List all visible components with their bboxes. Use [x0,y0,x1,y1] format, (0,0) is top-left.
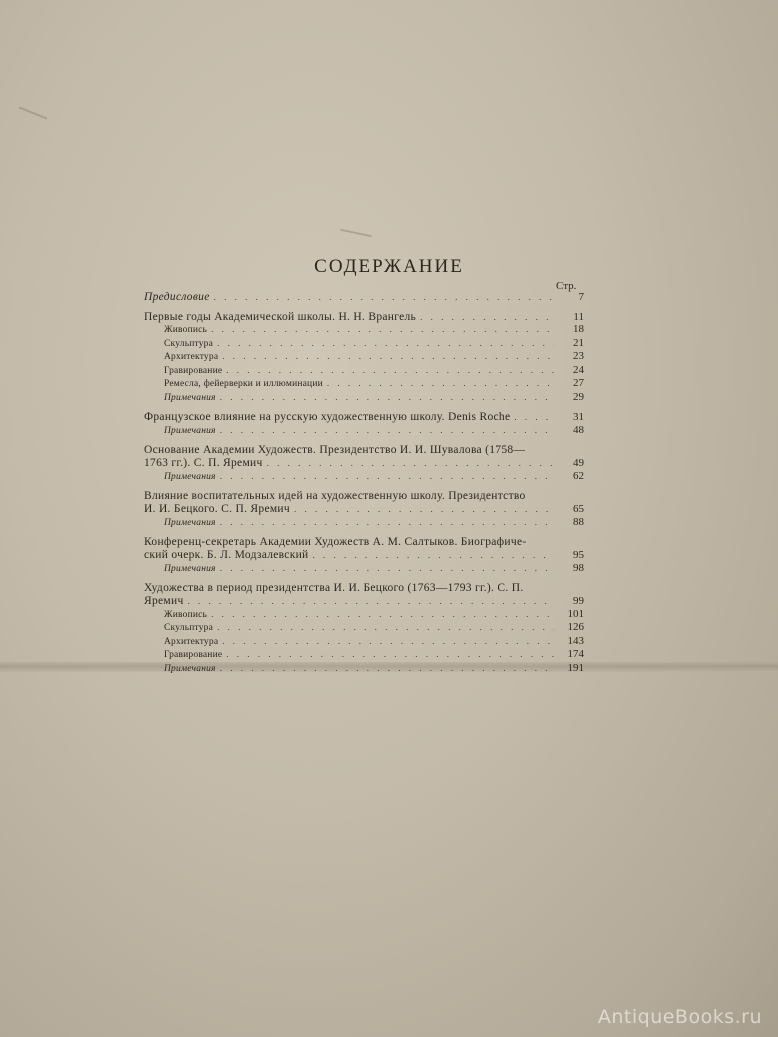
dot-leader [217,337,554,350]
toc-subentry [144,364,584,378]
toc-subentry [144,621,584,635]
toc-subentry-title: Живопись [164,609,208,620]
dot-leader [420,311,554,324]
toc-subentry-title: Ремесла, фейерверки и иллюминации [164,379,323,389]
toc-entry-title-line1: Художества в период президентства И. И. Бецкого (1763—1793 гг.). С. П. [144,582,524,594]
toc-subentry [144,323,584,337]
toc-subentry-title: Гравирование [164,650,223,660]
dot-leader [514,411,554,424]
toc-subentry [144,377,584,391]
toc-entry-page: 21 [573,336,584,349]
dot-leader [220,562,554,575]
toc-notes-entry [144,470,584,484]
toc-entry-title-line1: Основание Академии Художеств. Президентство И. И. Шувалова (1758— [144,444,526,456]
toc-entry [144,549,584,562]
toc-subentry-title: Гравирование [164,365,223,376]
toc-entry-page: 101 [567,607,584,620]
dot-leader [226,648,554,661]
dot-leader [214,291,554,304]
dot-leader [313,549,554,562]
toc-subentry-title: Архитектура [164,352,219,362]
toc-subentry-title: Примечания [164,663,216,674]
toc-entry-title-line2: ский очерк. Б. Л. Модзалевский [144,549,309,561]
toc-entry-page: 7 [578,291,584,303]
toc-entry-title-line2: Яремич [144,595,184,607]
dot-leader [217,621,554,634]
toc-notes-entry [144,662,584,676]
toc-subentry-title: Примечания [164,392,216,403]
toc-entry [144,457,584,470]
toc-notes-entry [144,516,584,530]
page-smudge [340,229,372,238]
toc-subentry-title: Примечания [164,471,216,482]
toc-subentry [144,648,584,662]
toc-entry [144,503,584,516]
toc-entry-page: 31 [573,411,584,423]
dot-leader [220,516,554,529]
toc-entry-page: 174 [567,648,584,660]
toc-notes-entry [144,424,584,438]
toc-entry-title-line2: 1763 гг.). С. П. Яремич [144,457,263,469]
toc-entry-page: 143 [567,634,584,647]
dot-leader [220,424,554,437]
toc-entry-page: 23 [573,350,584,362]
dot-leader [222,635,554,648]
dot-leader [294,503,554,516]
toc-entry [144,311,584,324]
toc-entry-page: 48 [573,423,584,436]
dot-leader [188,595,554,608]
table-of-contents [144,291,584,675]
toc-entry-page: 95 [573,549,584,561]
toc-entry-title: Первые годы Академической школы. Н. Н. Врангель [144,310,417,323]
toc-entry-page: 98 [573,561,584,574]
toc-entry-title-line1: Влияние воспитательных идей на художественную школу. Президентство [144,490,526,502]
toc-entry-title: Французское влияние на русскую художественную школу. Denis Roche [144,411,511,423]
dot-leader [226,364,554,377]
toc-entry-title-line2: И. И. Бецкого. С. П. Яремич [144,503,290,515]
toc-entry-page: 191 [567,661,584,674]
dot-leader [222,350,554,363]
toc-entry-page: 88 [573,515,584,528]
toc-entry [144,411,584,424]
toc-subentry-title: Живопись [164,325,208,335]
toc-subentry-title: Примечания [164,563,216,574]
toc-subentry [144,635,584,649]
toc-entry [144,291,584,304]
dot-leader [211,323,554,336]
toc-entry-page: 65 [573,503,584,515]
dot-leader [211,608,554,621]
dot-leader [327,377,554,390]
dot-leader [267,457,554,470]
dot-leader [220,470,554,483]
toc-subentry-title: Примечания [164,517,216,528]
toc-subentry-title: Скульптура [164,338,214,349]
toc-notes-entry [144,391,584,405]
toc-subentry-title: Архитектура [164,636,219,647]
toc-entry-page: 29 [573,390,584,403]
watermark: AntiqueBooks.ru [597,1006,762,1028]
page-title: СОДЕРЖАНИЕ [314,256,464,277]
page-smudge [19,106,48,119]
dot-leader [220,662,554,675]
toc-entry-page: 126 [567,621,584,633]
toc-entry-page: 99 [573,595,584,607]
toc-subentry-title: Скульптура [164,623,214,633]
toc-subentry [144,337,584,351]
toc-subentry [144,608,584,622]
toc-entry-page: 62 [573,469,584,482]
toc-subentry [144,350,584,364]
toc-entry-page: 18 [573,323,584,335]
toc-entry-page: 11 [573,310,584,323]
toc-entry-page: 27 [573,377,584,389]
toc-entry-title: Предисловие [144,291,210,303]
toc-entry-page: 24 [573,363,584,376]
toc-entry-page: 49 [573,457,584,469]
page-column-header: Стр. [556,280,577,292]
toc-notes-entry [144,562,584,576]
toc-subentry-title: Примечания [164,425,216,436]
dot-leader [220,391,554,404]
toc-entry-title-line1: Конференц-секретарь Академии Художеств А. М. Салтыков. Биографиче- [144,536,527,548]
toc-entry [144,595,584,608]
